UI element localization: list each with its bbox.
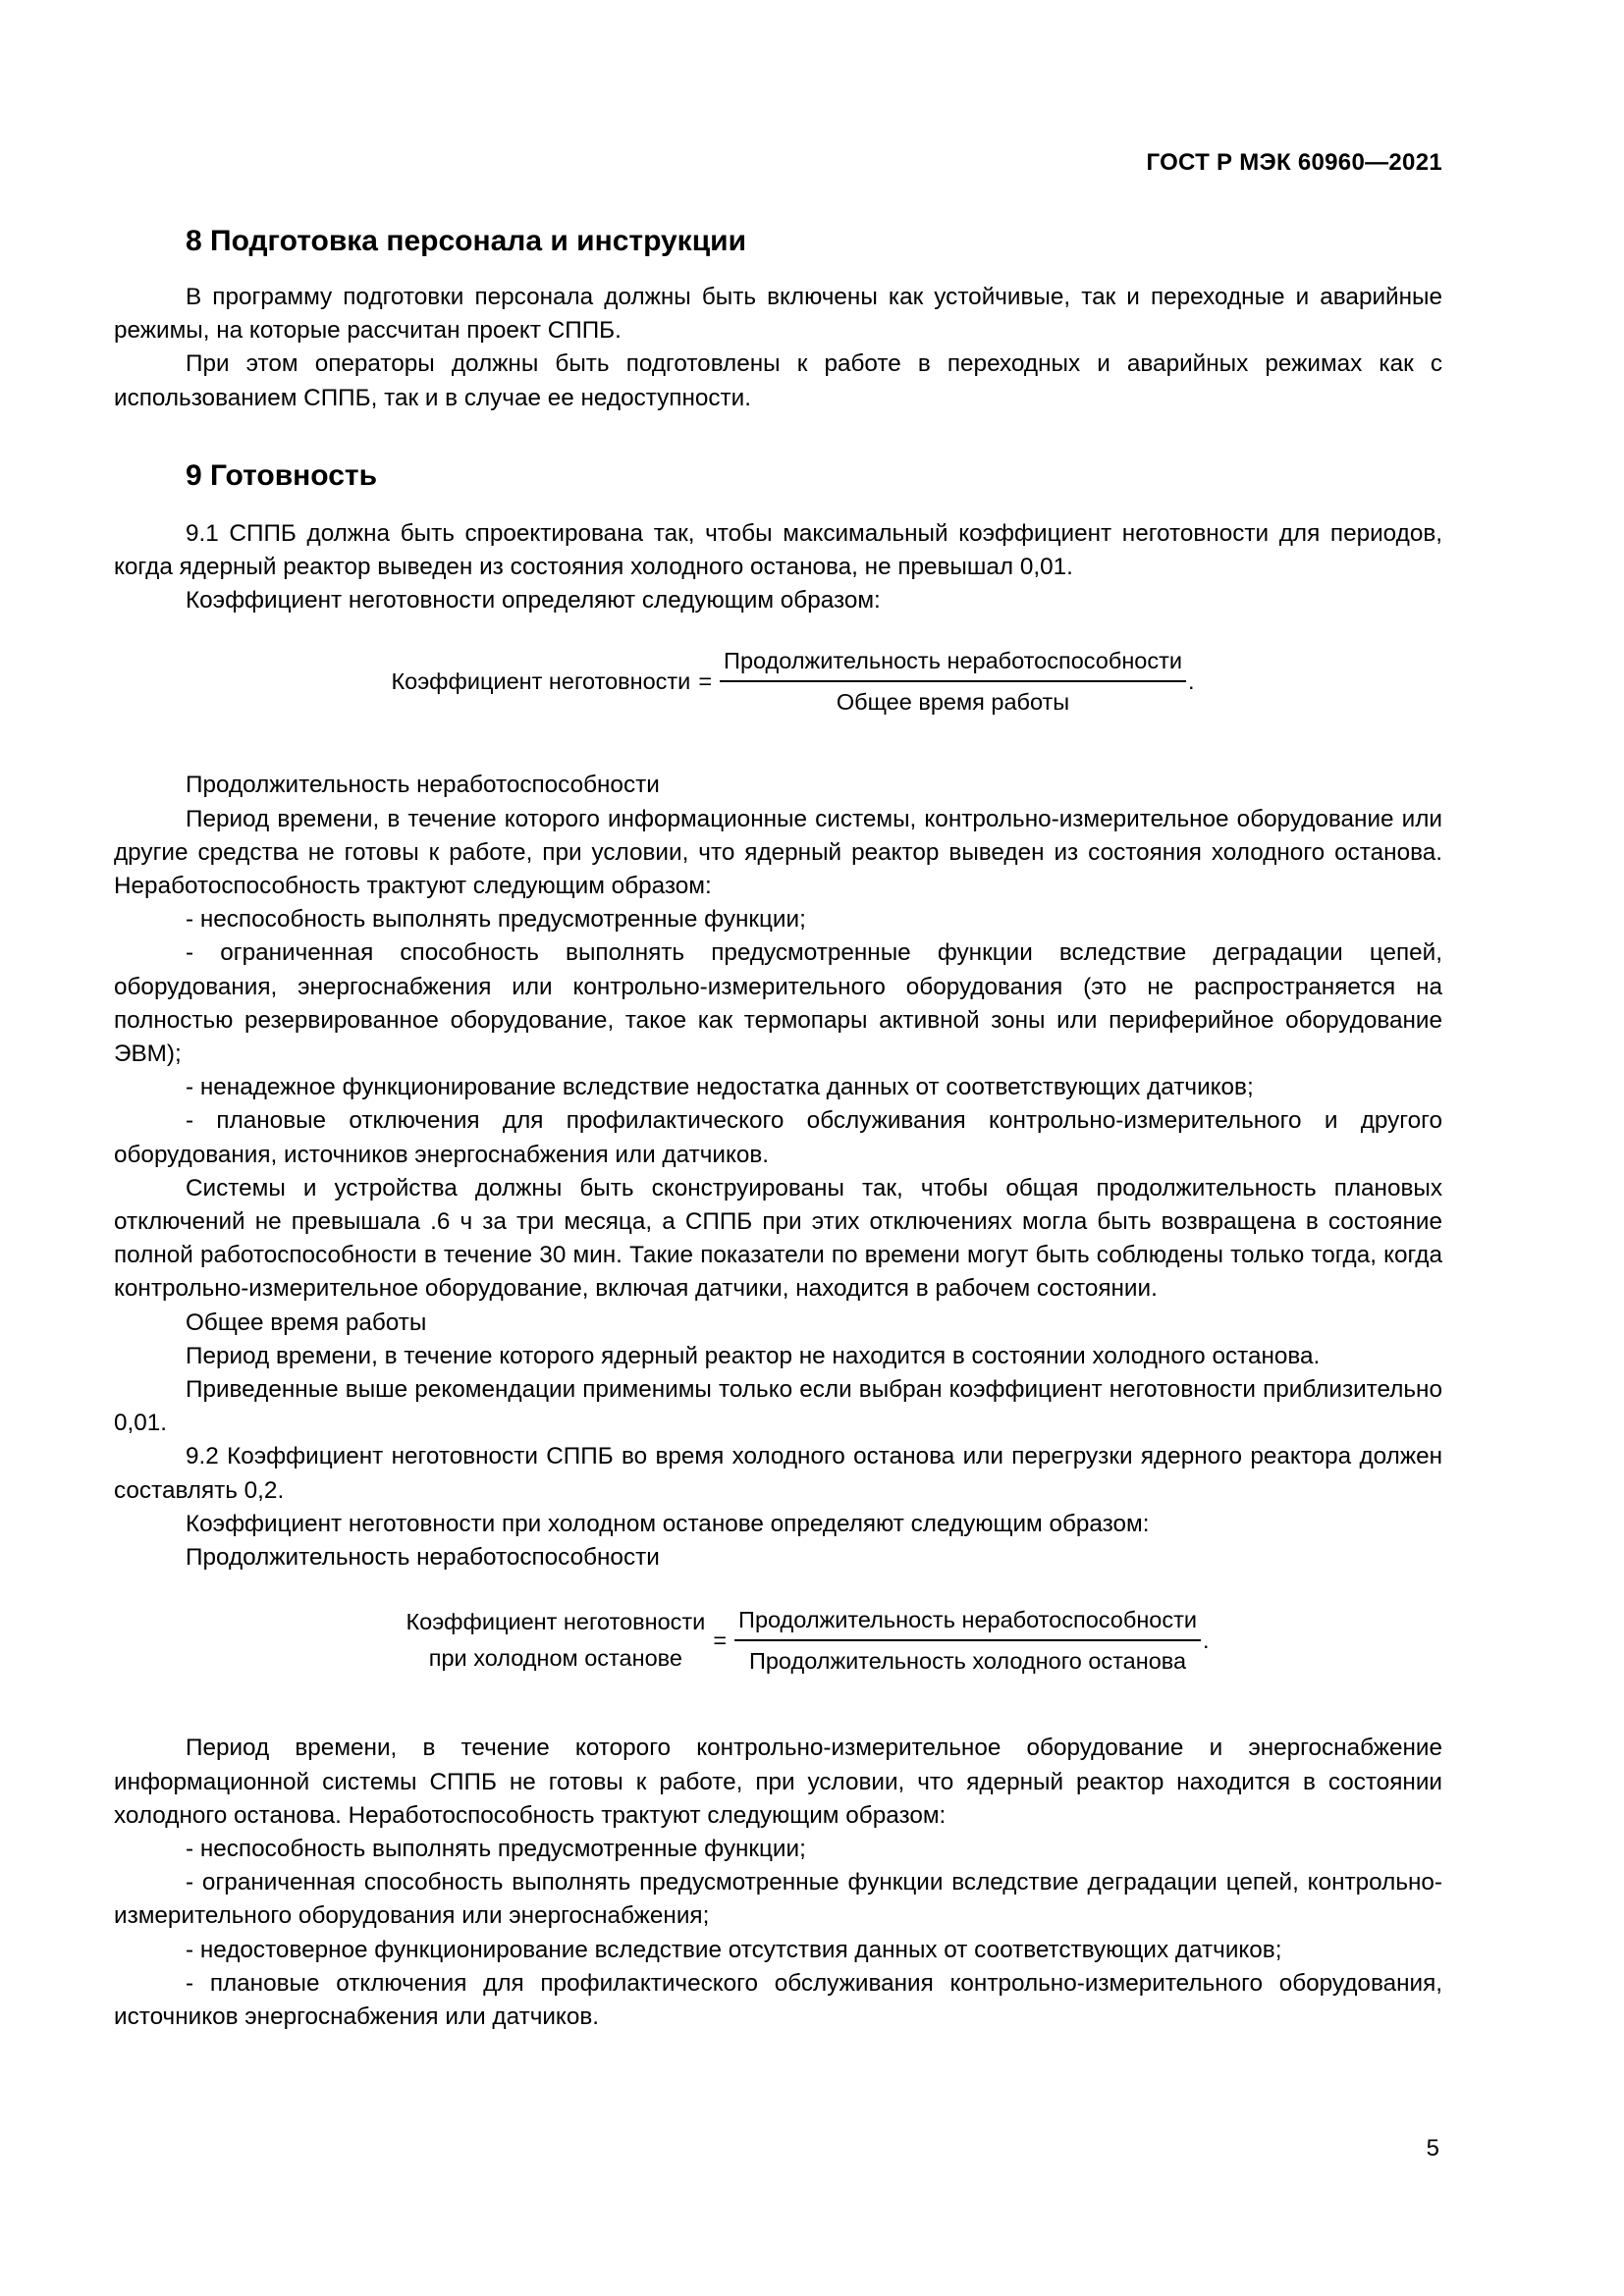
list-item: - неспособность выполнять предусмотренные функции; — [186, 906, 806, 934]
paragraph: 9.1 СППБ должна быть спроектирована так, чтобы максимальный коэффициент неготовности для периодов, когда ядерный реактор выведен из состояния холодного останова, не превышал 0,01. — [114, 519, 1442, 581]
paragraph: В программу подготовки персонала должны быть включены как устойчивые, так и переходные и аварийные режимы, на которые рассчитан проект СППБ. — [114, 284, 1442, 345]
formula-fraction — [720, 645, 1186, 718]
paragraph: При этом операторы должны быть подготовлены к работе в переходных и аварийных режимах как с использованием СППБ, так и в случае ее недоступности. — [114, 350, 1442, 411]
section-8-heading: 8 Подготовка персонала и инструкции — [186, 225, 747, 257]
formula-equals: = — [698, 668, 713, 695]
list-item: - неспособность выполнять предусмотренные функции; — [186, 1835, 806, 1862]
formula-unavailability — [114, 645, 1442, 718]
section-9-heading: 9 Готовность — [186, 458, 378, 492]
list-item: - плановые отключения для профилактического обслуживания контрольно-измерительного оборудования, источников энергоснабжения или датчиков. — [114, 1969, 1442, 2030]
formula-fraction — [734, 1604, 1201, 1677]
paragraph: 9.2 Коэффициент неготовности СППБ во время холодного останова или перегрузки ядерного реактора должен составлять 0,2. — [114, 1443, 1442, 1504]
paragraph: Период времени, в течение которого контрольно-измерительное оборудование и энергоснабжение информационной системы СППБ не готовы к работе, при условии, что ядерный реактор находится в состоянии холодного останова. Неработоспособность трактуют следующим образом: — [114, 1735, 1442, 1829]
paragraph: Системы и устройства должны быть сконструированы так, чтобы общая продолжительность плановых отключений не превышала .6 ч за три месяца, а СППБ при этих отключениях могла быть возвращена в состояние полной работоспособности в течение 30 мин. Такие показатели по времени могут быть соблюдены только тогда, когда контрольно-измерительное оборудование, включая датчики, находится в рабочем состоянии. — [114, 1174, 1442, 1303]
paragraph: Коэффициент неготовности при холодном останове определяют следующим образом: — [186, 1510, 1150, 1537]
standard-header: ГОСТ Р МЭК 60960—2021 — [1146, 149, 1442, 176]
paragraph: Продолжительность неработоспособности — [186, 1544, 660, 1572]
list-item: - ненадежное функционирование вследствие недостатка данных от соответствующих датчиков; — [186, 1074, 1254, 1101]
formula-cold-shutdown-unavailability — [114, 1604, 1442, 1677]
formula-denominator: Продолжительность холодного останова — [748, 1648, 1187, 1675]
formula-left-line: Коэффициент неготовности — [406, 1609, 706, 1635]
paragraph: Период времени, в течение которого ядерный реактор не находится в состоянии холодного останова. — [186, 1342, 1321, 1369]
formula-left-term — [406, 1604, 705, 1677]
formula-left-line: при холодном останове — [428, 1645, 682, 1672]
list-item: - ограниченная способность выполнять предусмотренные функции вследствие деградации цепей, контрольно-измерительного оборудования или энергоснабжения; — [114, 1869, 1442, 1930]
paragraph: Общее время работы — [186, 1308, 427, 1336]
formula-numerator: Продолжительность неработоспособности — [734, 1604, 1201, 1641]
page-number: 5 — [1426, 2135, 1439, 2162]
paragraph: Коэффициент неготовности определяют следующим образом: — [186, 587, 881, 614]
paragraph: Приведенные выше рекомендации применимы только если выбран коэффициент неготовности приблизительно 0,01. — [114, 1376, 1442, 1437]
formula-left-term: Коэффициент неготовности — [391, 668, 691, 695]
formula-equals: = — [713, 1628, 728, 1654]
formula-period: . — [1203, 1628, 1210, 1654]
formula-numerator: Продолжительность неработоспособности — [720, 645, 1186, 682]
list-item: - недостоверное функционирование вследствие отсутствия данных от соответствующих датчиков; — [186, 1936, 1282, 1963]
page-content — [114, 222, 1442, 2034]
paragraph: Период времени, в течение которого информационные системы, контрольно-измерительное оборудование или другие средства не готовы к работе, при условии, что ядерный реактор выведен из состояния холодного останова. Неработоспособность трактуют следующим образом: — [114, 805, 1442, 900]
formula-period: . — [1188, 668, 1195, 695]
formula-denominator: Общее время работы — [836, 689, 1070, 716]
list-item: - ограниченная способность выполнять предусмотренные функции вследствие деградации цепей, оборудования, энергоснабжения или контрольно-измерительного оборудования (это не распространяется на полностью резервированное оборудование, такое как термопары активной зоны или периферийное оборудование ЭВМ); — [114, 939, 1442, 1068]
paragraph: Продолжительность неработоспособности — [186, 772, 660, 799]
list-item: - плановые отключения для профилактического обслуживания контрольно-измерительного и другого оборудования, источников энергоснабжения или датчиков. — [114, 1107, 1442, 1168]
